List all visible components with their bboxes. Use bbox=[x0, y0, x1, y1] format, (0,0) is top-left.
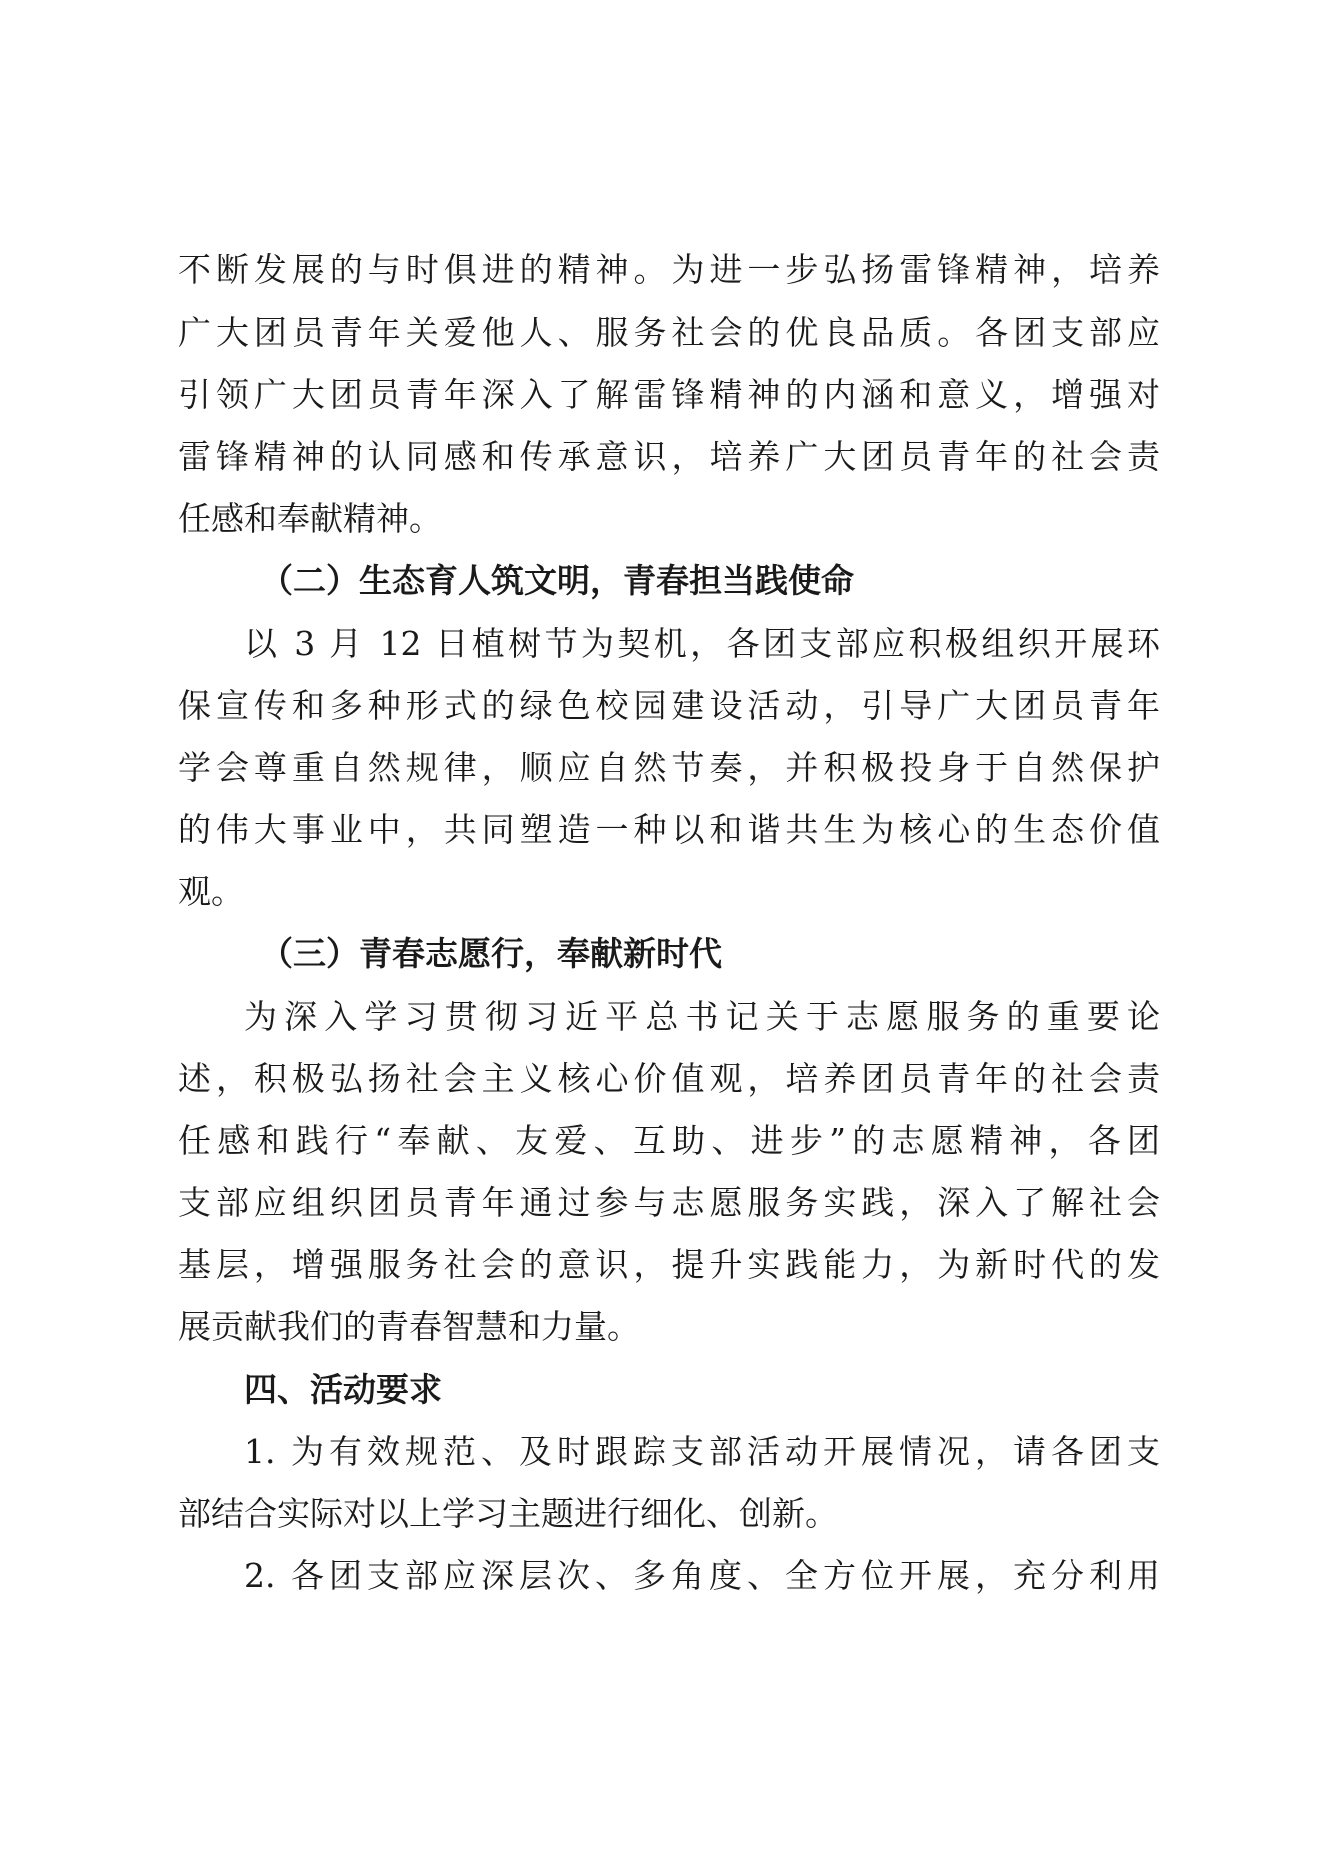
paragraph-line: 不断发展的与时俱进的精神。为进一步弘扬雷锋精神，培养 bbox=[178, 250, 1160, 289]
paragraph-line: 基层，增强服务社会的意识，提升实践能力，为新时代的发 bbox=[178, 1245, 1160, 1284]
paragraph-line: 支部应组织团员青年通过参与志愿服务实践，深入了解社会 bbox=[178, 1183, 1160, 1222]
list-item-line: 2. 各团支部应深层次、多角度、全方位开展，充分利用 bbox=[244, 1556, 1160, 1595]
paragraph-line: 任感和奉献精神。 bbox=[178, 499, 442, 538]
paragraph-line: 引领广大团员青年深入了解雷锋精神的内涵和意义，增强对 bbox=[178, 375, 1160, 414]
paragraph-line: 述，积极弘扬社会主义核心价值观，培养团员青年的社会责 bbox=[178, 1059, 1160, 1098]
paragraph-line: 学会尊重自然规律，顺应自然节奏，并积极投身于自然保护 bbox=[178, 748, 1160, 787]
list-item-line: 1. 为有效规范、及时跟踪支部活动开展情况，请各团支 bbox=[244, 1432, 1160, 1471]
paragraph-line: 观。 bbox=[178, 872, 244, 911]
section-heading: （二）生态育人筑文明，青春担当践使命 bbox=[260, 561, 854, 600]
paragraph-line: 广大团员青年关爱他人、服务社会的优良品质。各团支部应 bbox=[178, 313, 1160, 352]
paragraph-line: 任感和践行“奉献、友爱、互助、进步”的志愿精神，各团 bbox=[178, 1121, 1160, 1160]
paragraph-line: 雷锋精神的认同感和传承意识，培养广大团员青年的社会责 bbox=[178, 437, 1160, 476]
section-heading: 四、活动要求 bbox=[244, 1370, 442, 1409]
section-heading: （三）青春志愿行，奉献新时代 bbox=[260, 934, 722, 973]
paragraph-line: 以 3 月 12 日植树节为契机，各团支部应积极组织开展环 bbox=[244, 624, 1160, 663]
paragraph-line: 的伟大事业中，共同塑造一种以和谐共生为核心的生态价值 bbox=[178, 810, 1160, 849]
paragraph-line: 为深入学习贯彻习近平总书记关于志愿服务的重要论 bbox=[244, 997, 1160, 1036]
paragraph-line: 保宣传和多种形式的绿色校园建设活动，引导广大团员青年 bbox=[178, 686, 1160, 725]
list-item-line: 部结合实际对以上学习主题进行细化、创新。 bbox=[178, 1494, 838, 1533]
paragraph-line: 展贡献我们的青春智慧和力量。 bbox=[178, 1307, 640, 1346]
